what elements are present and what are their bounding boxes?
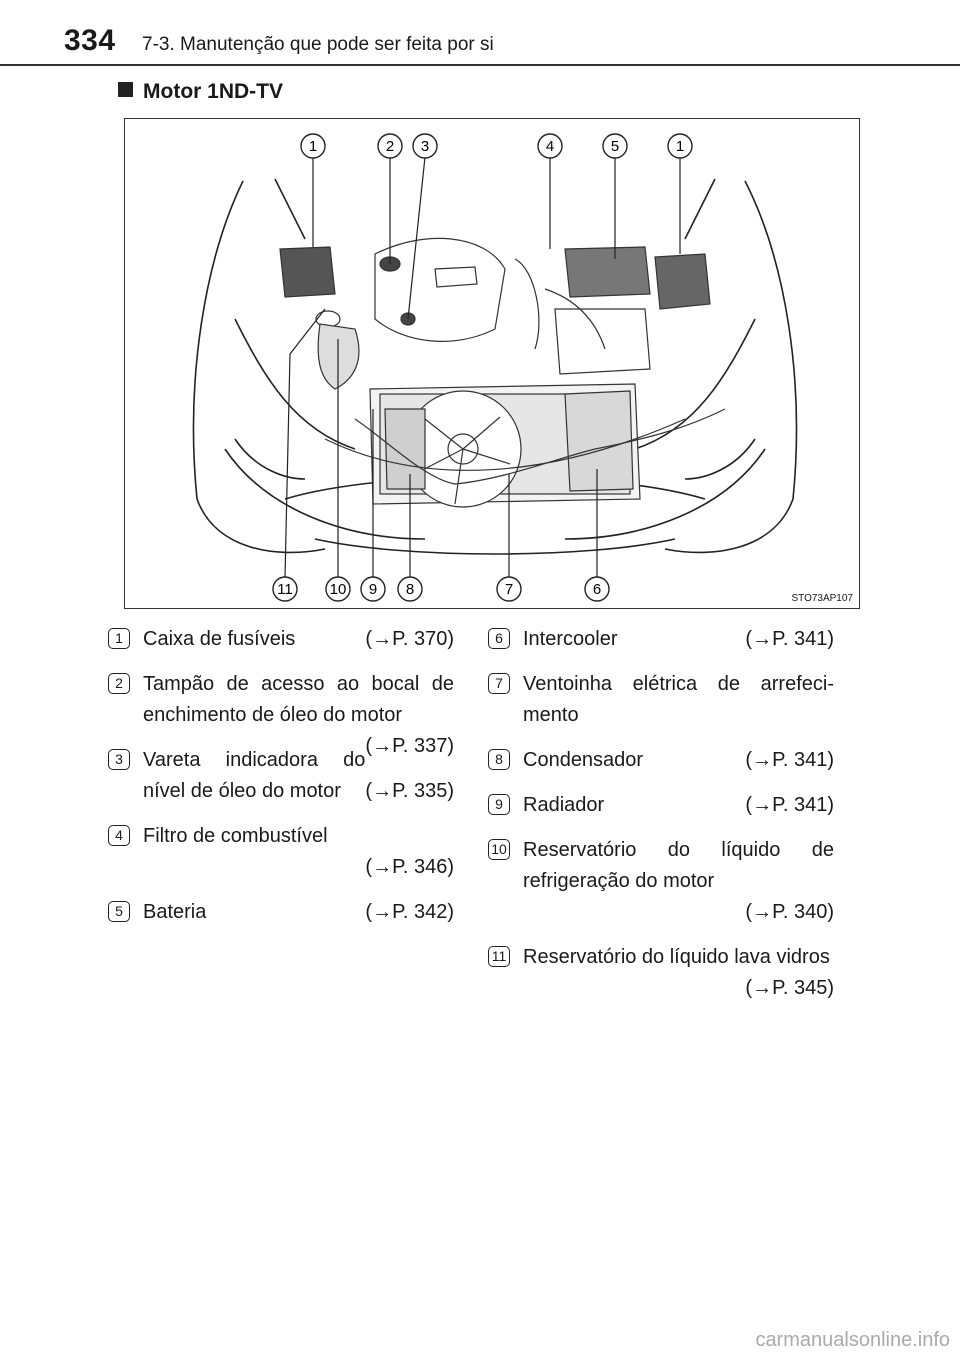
callout-11 [273,577,297,601]
chapter-title: 7-3. Manutenção que pode ser feita por si [142,34,494,55]
item-text: Ventoinha elétrica de arrefeci-mento [523,673,834,726]
item-number: 4 [108,825,130,846]
item-number: 10 [488,839,510,860]
svg-text:10: 10 [329,581,347,598]
legend-item [488,790,834,821]
item-text: Radiador [523,794,605,816]
svg-text:1: 1 [675,138,685,155]
item-text: Intercooler [523,628,618,650]
item-ref: (→P. 337) [365,735,454,757]
legend-left-column [108,624,454,942]
item-text: Condensador [523,749,644,771]
svg-text:5: 5 [610,138,620,155]
svg-text:1: 1 [308,138,318,155]
callout-3 [413,134,437,158]
item-number: 5 [108,901,130,922]
item-number: 8 [488,749,510,770]
item-number: 7 [488,673,510,694]
item-number: 1 [108,628,130,649]
svg-text:6: 6 [592,581,602,598]
item-ref: (→P. 340) [745,901,834,923]
item-ref: (→P. 335) [365,780,454,802]
item-number: 3 [108,749,130,770]
item-number: 9 [488,794,510,815]
item-text: Caixa de fusíveis [143,628,296,650]
callout-9 [361,577,385,601]
page-header [0,0,960,66]
item-text: Reservatório do líquido lava vidros [523,946,830,968]
legend-item [488,745,834,776]
svg-text:7: 7 [504,581,514,598]
callout-4 [538,134,562,158]
item-text: Tampão de acesso ao bocal de enchimento de óleo do motor [143,673,454,726]
svg-text:4: 4 [545,138,555,155]
item-ref: (→P. 341) [745,628,834,650]
page-number: 334 [64,24,116,57]
item-number: 6 [488,628,510,649]
legend-item [488,835,834,928]
item-ref: (→P. 346) [365,856,454,878]
callout-10 [326,577,350,601]
legend-item [108,624,454,655]
svg-text:11: 11 [277,581,293,598]
square-bullet-icon [118,82,133,97]
section-title: Motor 1ND-TV [118,80,283,104]
legend-right-column [488,624,834,1004]
callout-5 [603,134,627,158]
item-ref: (→P. 345) [745,977,834,999]
callout-1-right [668,134,692,158]
item-ref: (→P. 341) [745,794,834,816]
item-text: Bateria [143,901,207,923]
watermark: carmanualsonline.info [755,1329,950,1351]
legend-item [488,624,834,655]
legend-item [108,745,454,807]
svg-text:8: 8 [405,581,415,598]
callouts-top [301,134,692,158]
svg-text:9: 9 [368,581,378,598]
legend-item [108,897,454,928]
engine-parts [280,238,725,507]
callout-7 [497,577,521,601]
header-divider [0,64,960,66]
engine-illustration [125,119,860,609]
callout-1-top [301,134,325,158]
item-text: Filtro de combustível [143,825,328,847]
callout-8 [398,577,422,601]
item-number: 11 [488,946,510,967]
legend-item [108,669,454,757]
item-text: Vareta indicadora do nível de óleo do motor [143,749,366,802]
item-ref: (→P. 370) [365,628,454,650]
svg-text:3: 3 [420,138,430,155]
engine-diagram [124,118,860,609]
svg-text:2: 2 [385,138,395,155]
legend-item [488,942,834,999]
callout-6 [585,577,609,601]
item-ref: (→P. 341) [745,749,834,771]
legend-item [108,821,454,883]
callouts-bottom [273,577,609,601]
item-ref: (→P. 342) [365,901,454,923]
legend-item [488,669,834,731]
callout-2 [378,134,402,158]
item-number: 2 [108,673,130,694]
item-text: Reservatório do líquido de refrigeração do motor [523,839,834,892]
figure-code: STO73AP107 [791,593,853,604]
